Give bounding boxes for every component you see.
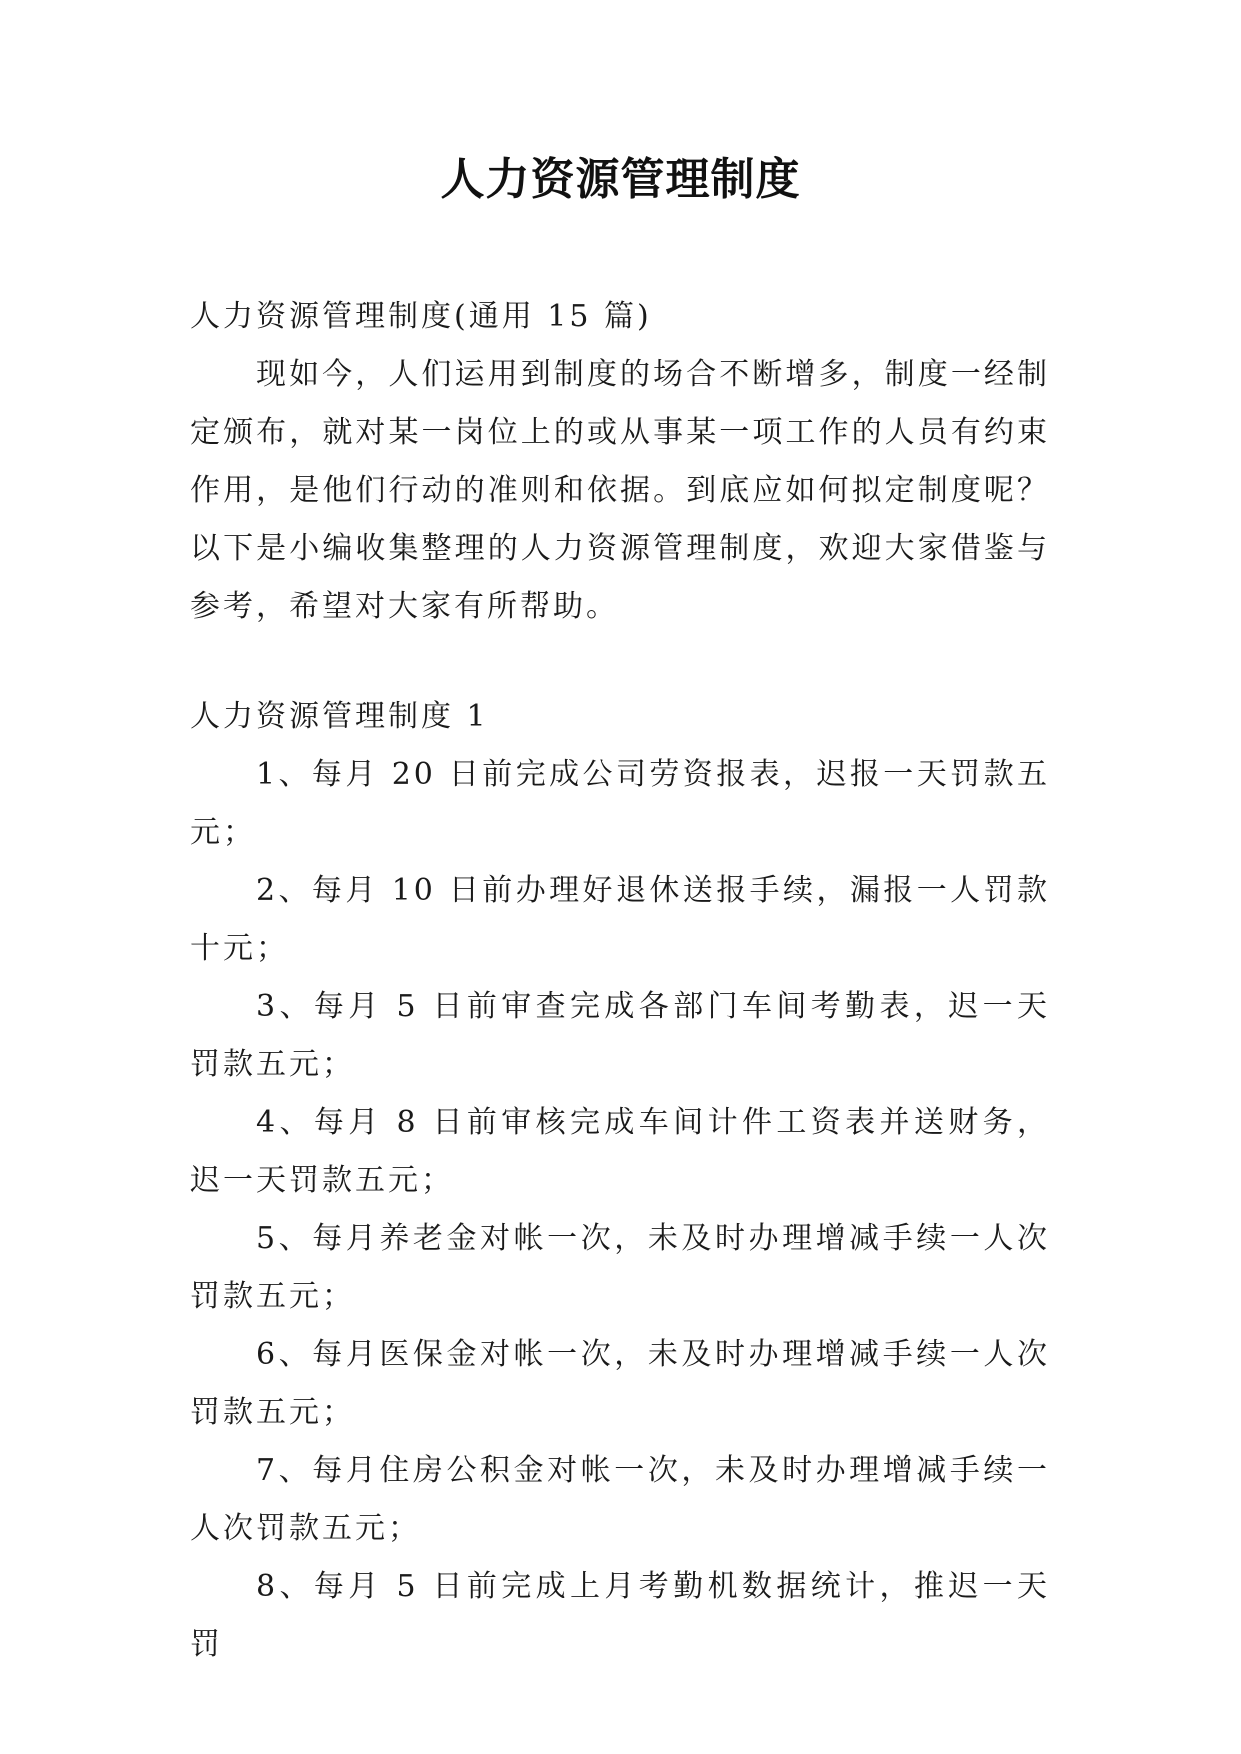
rule-item: 1、每月 20 日前完成公司劳资报表，迟报一天罚款五元；	[190, 757, 1050, 850]
document-title: 人力资源管理制度	[440, 154, 801, 205]
rule-item: 5、每月养老金对帐一次，未及时办理增减手续一人次罚款五元；	[190, 1221, 1050, 1314]
document-subtitle: 人力资源管理制度(通用 15 篇)	[190, 299, 652, 334]
rule-item: 4、每月 8 日前审核完成车间计件工资表并送财务，迟一天罚款五元；	[190, 1105, 1050, 1198]
section-heading: 人力资源管理制度 1	[190, 699, 489, 734]
rule-item: 8、每月 5 日前完成上月考勤机数据统计，推迟一天罚	[190, 1569, 1050, 1662]
intro-paragraph: 现如今，人们运用到制度的场合不断增多，制度一经制定颁布，就对某一岗位上的或从事某一项工作的人员有约束作用，是他们行动的准则和依据。到底应如何拟定制度呢？以下是小编收集整理的人力资源管理制度，欢迎大家借鉴与参考，希望对大家有所帮助。	[190, 357, 1050, 624]
rule-list	[190, 746, 1050, 1674]
rule-item: 6、每月医保金对帐一次，未及时办理增减手续一人次罚款五元；	[190, 1337, 1050, 1430]
rule-item: 3、每月 5 日前审查完成各部门车间考勤表，迟一天罚款五元；	[190, 989, 1050, 1082]
rule-item: 7、每月住房公积金对帐一次，未及时办理增减手续一人次罚款五元；	[190, 1453, 1050, 1546]
rule-item: 2、每月 10 日前办理好退休送报手续，漏报一人罚款十元；	[190, 873, 1050, 966]
